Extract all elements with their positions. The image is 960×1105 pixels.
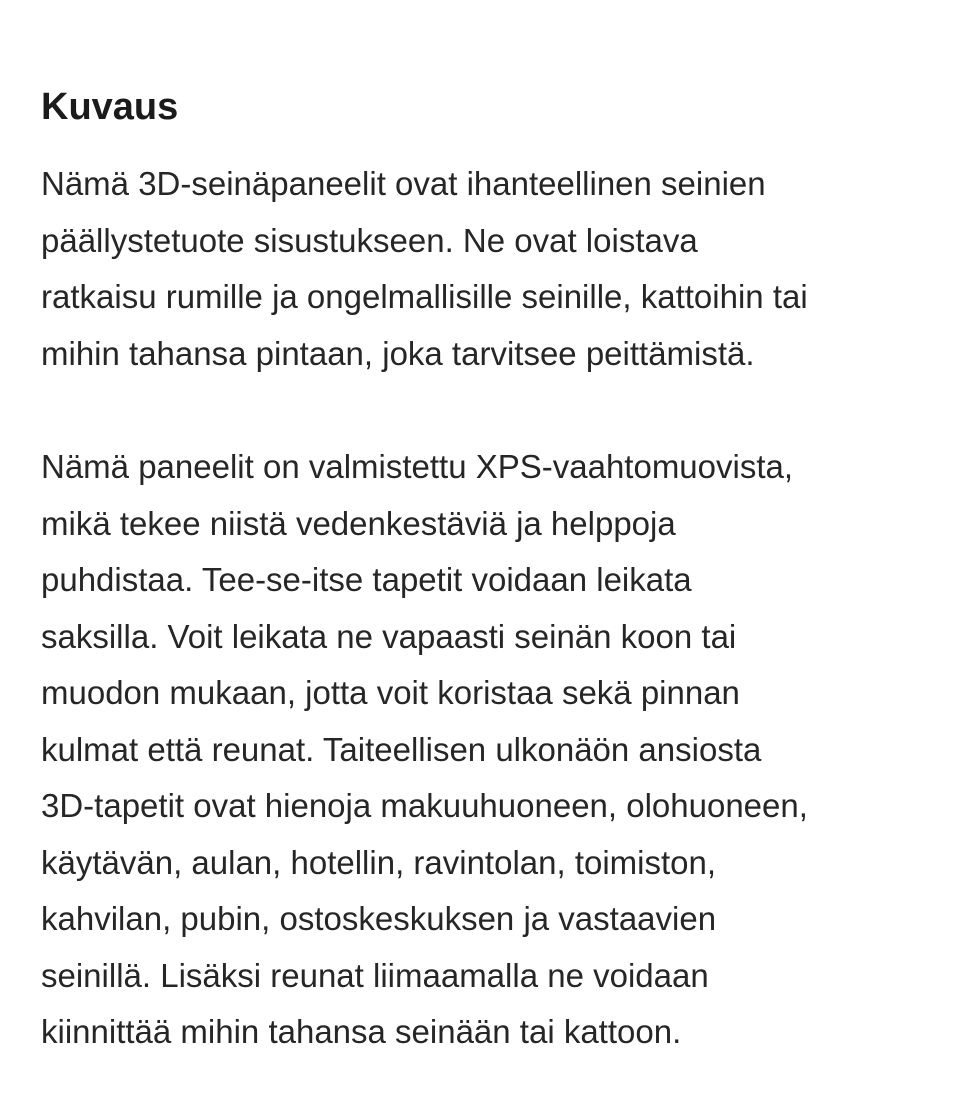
section-heading: Kuvaus <box>41 86 179 128</box>
paragraph-line: ratkaisu rumille ja ongelmallisille seinille, kattoihin tai <box>41 278 808 315</box>
paragraph-line: päällystetuote sisustukseen. Ne ovat loistava <box>41 221 698 259</box>
description-section <box>41 84 921 1061</box>
paragraph-line: saksilla. Voit leikata ne vapaasti seinän koon tai <box>41 617 737 655</box>
paragraph-line: mihin tahansa pintaan, joka tarvitsee peittämistä. <box>41 334 755 372</box>
paragraph-line: mikä tekee niistä vedenkestäviä ja helppoja <box>41 504 676 542</box>
paragraph-line: puhdistaa. Tee-se-itse tapetit voidaan leikata <box>41 561 692 598</box>
paragraph-line: 3D-tapetit ovat hienoja makuuhuoneen, olohuoneen, <box>41 787 808 824</box>
paragraph-line: muodon mukaan, jotta voit koristaa sekä pinnan <box>41 674 740 711</box>
description-paragraph-2 <box>41 439 921 1061</box>
paragraph-line: seinillä. Lisäksi reunat liimaamalla ne voidaan <box>41 956 709 994</box>
paragraph-line: kulmat että reunat. Taiteellisen ulkonäön ansiosta <box>41 730 762 768</box>
paragraph-line: kahvilan, pubin, ostoskeskuksen ja vastaavien <box>41 900 717 937</box>
paragraph-line: kiinnittää mihin tahansa seinään tai kattoon. <box>41 1013 682 1050</box>
description-paragraph-1 <box>41 156 921 382</box>
paragraph-line: Nämä 3D-seinäpaneelit ovat ihanteellinen seinien <box>41 165 766 202</box>
paragraph-line: Nämä paneelit on valmistettu XPS-vaahtomuovista, <box>41 448 794 485</box>
paragraph-line: käytävän, aulan, hotellin, ravintolan, toimiston, <box>41 843 717 881</box>
